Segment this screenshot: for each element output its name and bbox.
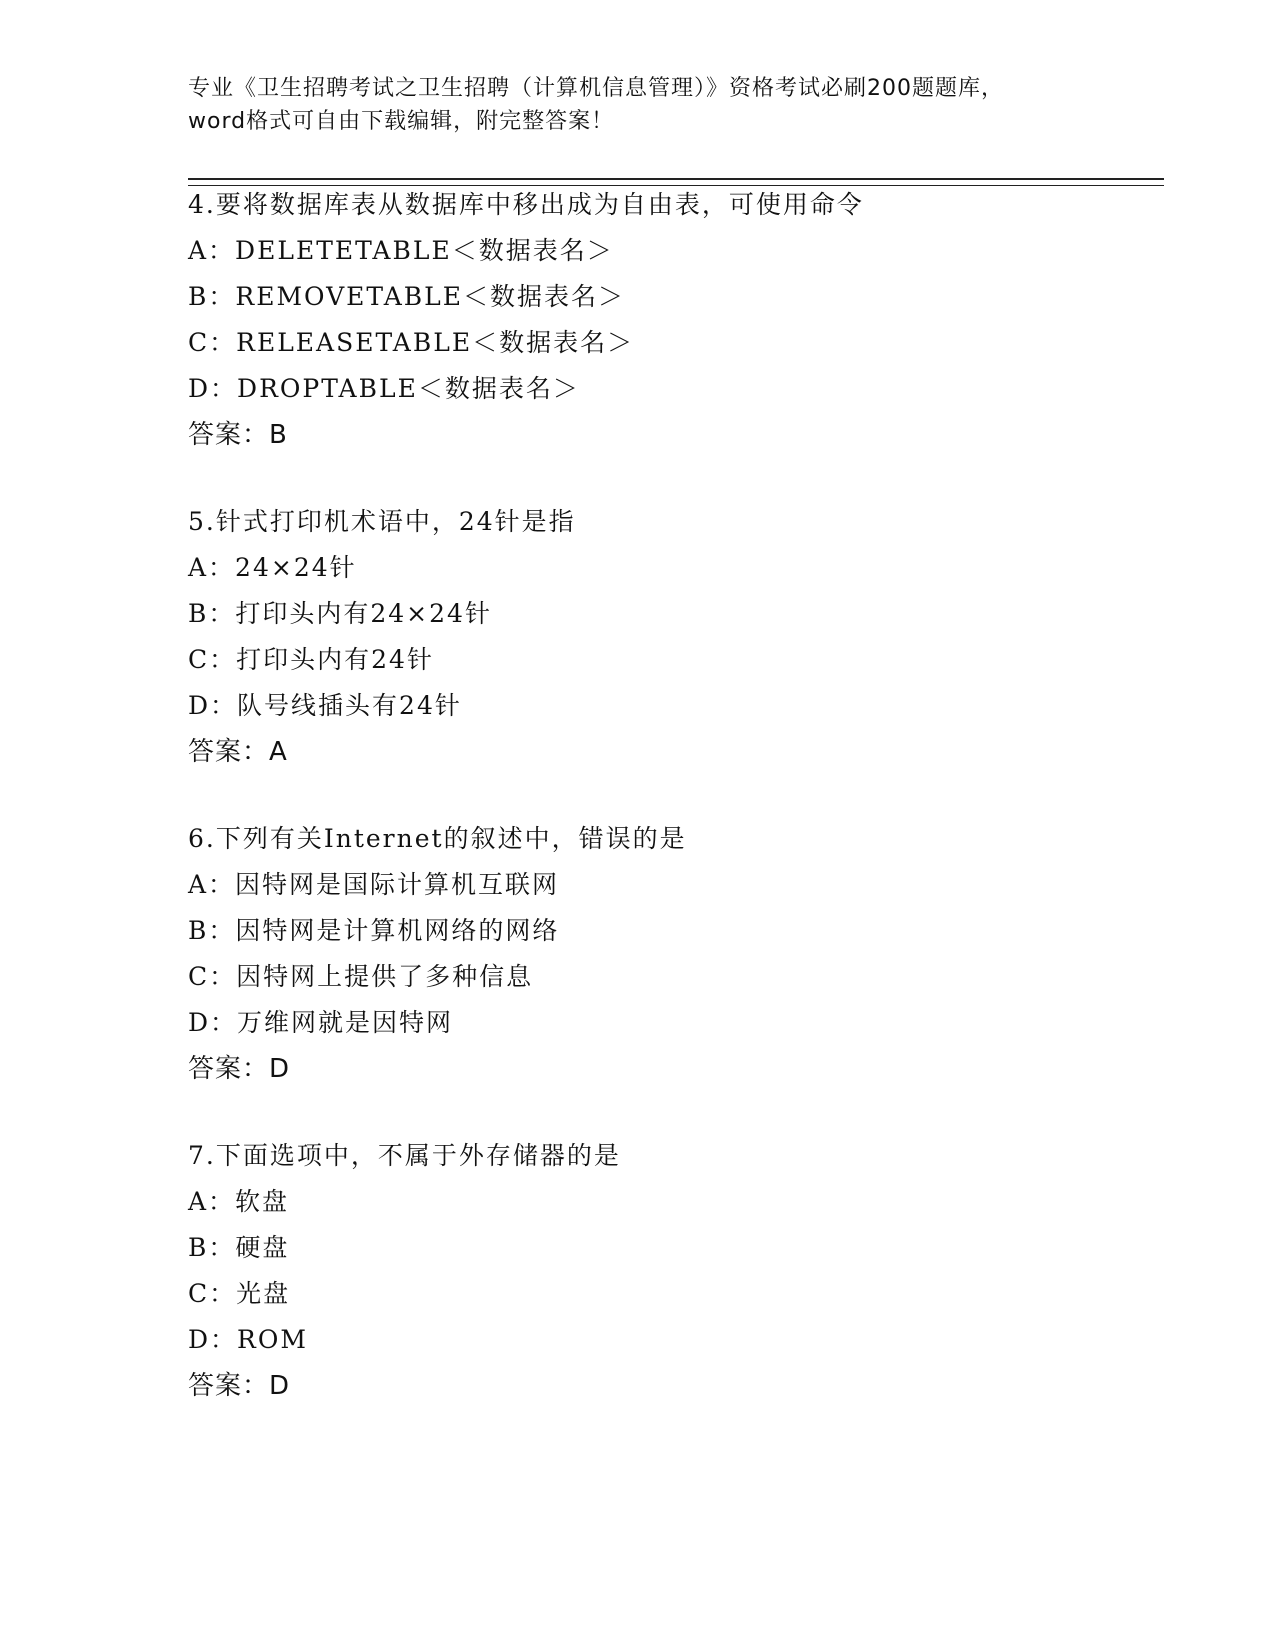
header-line-2: word格式可自由下载编辑，附完整答案！ [188,109,615,134]
option-b: B：打印头内有24×24针 [188,599,492,628]
question-5 [188,499,1168,775]
option-a: A：软盘 [188,1187,290,1216]
document-header [188,72,1088,138]
question-6 [188,816,1168,1092]
option-c: C：因特网上提供了多种信息 [188,962,534,991]
question-stem: 4.要将数据库表从数据库中移出成为自由表，可使用命令 [188,190,864,219]
option-c: C：RELEASETABLE＜数据表名＞ [188,328,635,357]
answer-line: 答案：D [188,1054,291,1084]
option-d: D：DROPTABLE＜数据表名＞ [188,374,580,403]
question-stem: 5.针式打印机术语中，24针是指 [188,507,576,536]
option-c: C：打印头内有24针 [188,645,434,674]
option-b: B：因特网是计算机网络的网络 [188,916,560,945]
option-b: B：硬盘 [188,1233,290,1262]
question-4 [188,182,1168,458]
header-line-1: 专业《卫生招聘考试之卫生招聘（计算机信息管理）》资格考试必刷200题题库， [188,76,1004,101]
option-d: D：万维网就是因特网 [188,1008,454,1037]
option-a: A：因特网是国际计算机互联网 [188,870,560,899]
question-stem: 7.下面选项中，不属于外存储器的是 [188,1141,621,1170]
option-b: B：REMOVETABLE＜数据表名＞ [188,282,625,311]
option-a: A：24×24针 [188,553,357,582]
answer-line: 答案：A [188,737,288,767]
option-a: A：DELETETABLE＜数据表名＞ [188,236,614,265]
option-d: D：队号线插头有24针 [188,691,462,720]
answer-line: 答案：D [188,1371,291,1401]
question-7 [188,1133,1168,1409]
answer-line: 答案：B [188,420,288,450]
option-d: D：ROM [188,1325,308,1354]
option-c: C：光盘 [188,1279,291,1308]
question-stem: 6.下列有关Internet的叙述中，错误的是 [188,824,687,853]
